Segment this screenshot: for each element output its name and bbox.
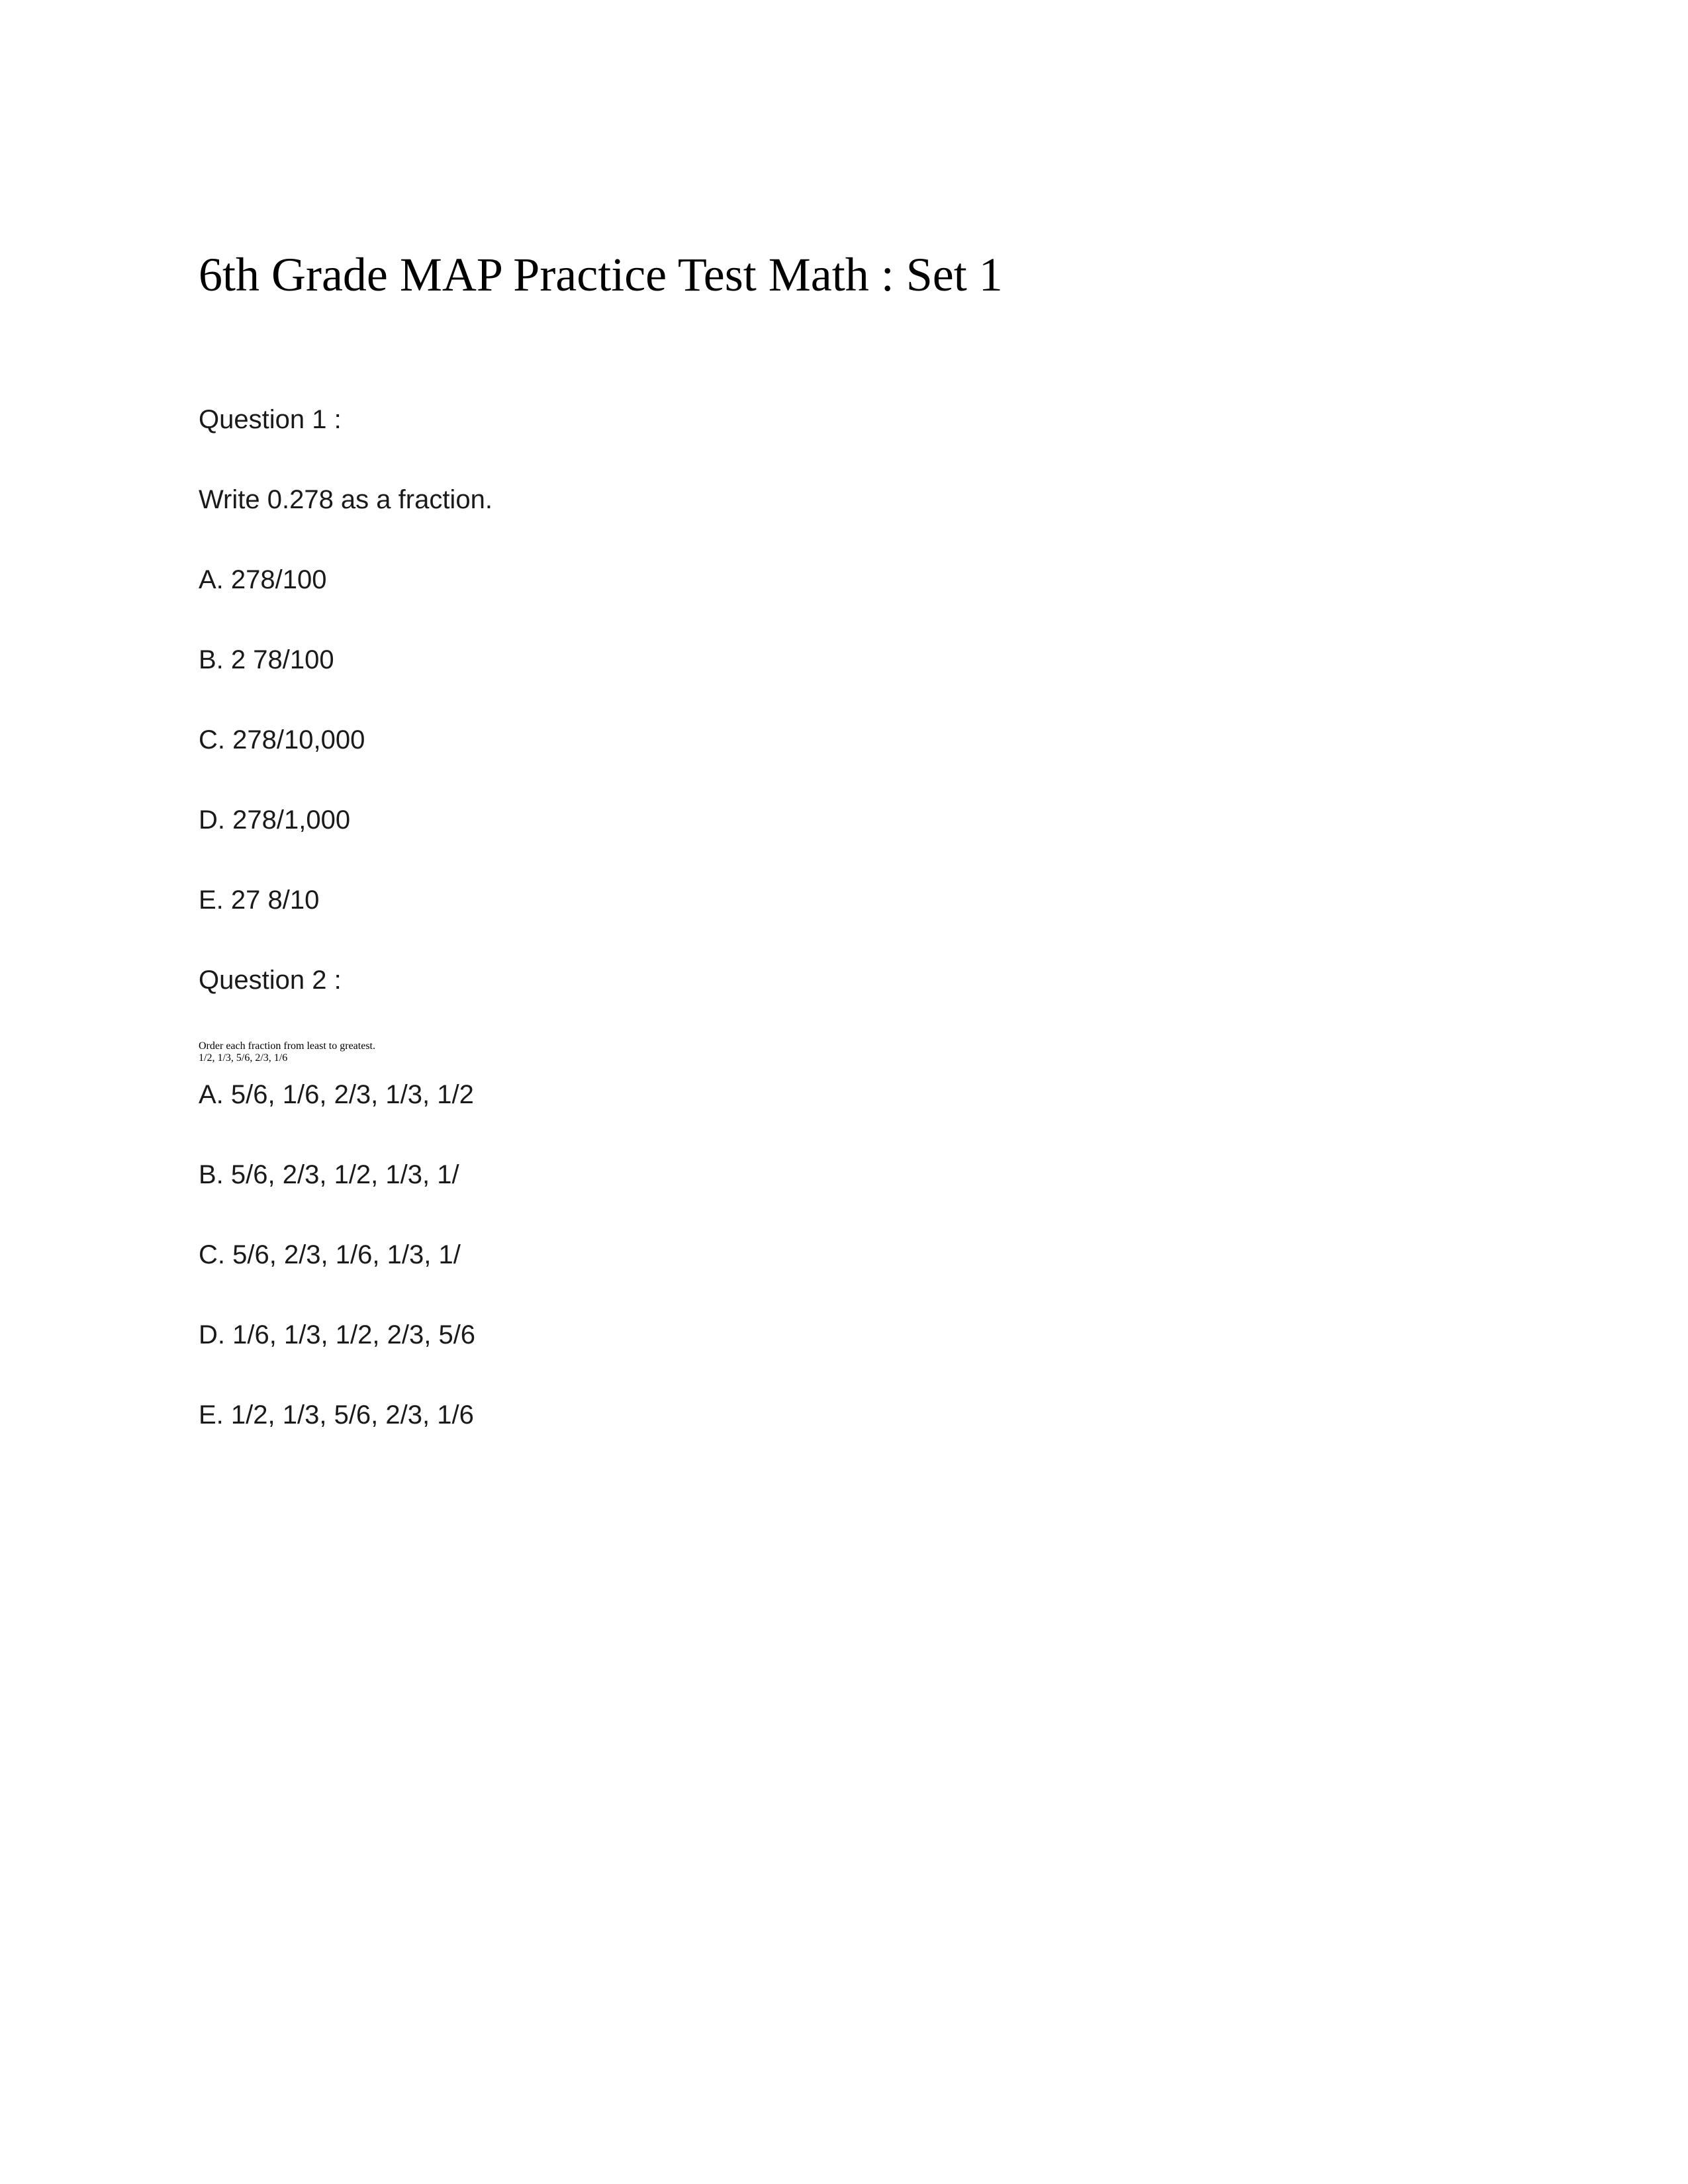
page-title: 6th Grade MAP Practice Test Math : Set 1 bbox=[199, 248, 1003, 301]
question-2-prompt-line-2: 1/2, 1/3, 5/6, 2/3, 1/6 bbox=[199, 1052, 288, 1064]
question-1-option-b: B. 2 78/100 bbox=[199, 645, 334, 674]
question-1-option-d: D. 278/1,000 bbox=[199, 805, 351, 835]
question-1-section bbox=[199, 400, 1489, 920]
question-2-prompt-line-1: Order each fraction from least to greatest. bbox=[199, 1040, 375, 1052]
question-1-option-e: E. 27 8/10 bbox=[199, 886, 320, 915]
question-2-section bbox=[199, 960, 1489, 1435]
question-2-label: Question 2 : bbox=[199, 966, 342, 995]
question-2-option-e: E. 1/2, 1/3, 5/6, 2/3, 1/6 bbox=[199, 1400, 474, 1430]
question-2-option-d: D. 1/6, 1/3, 1/2, 2/3, 5/6 bbox=[199, 1320, 476, 1349]
question-1-label: Question 1 : bbox=[199, 405, 342, 434]
question-1-option-c: C. 278/10,000 bbox=[199, 725, 365, 754]
question-2-option-a: A. 5/6, 1/6, 2/3, 1/3, 1/2 bbox=[199, 1080, 474, 1109]
question-2-option-c: C. 5/6, 2/3, 1/6, 1/3, 1/ bbox=[199, 1240, 461, 1269]
question-2-option-b: B. 5/6, 2/3, 1/2, 1/3, 1/ bbox=[199, 1160, 459, 1189]
question-1-prompt: Write 0.278 as a fraction. bbox=[199, 485, 492, 514]
question-1-option-a: A. 278/100 bbox=[199, 565, 327, 594]
